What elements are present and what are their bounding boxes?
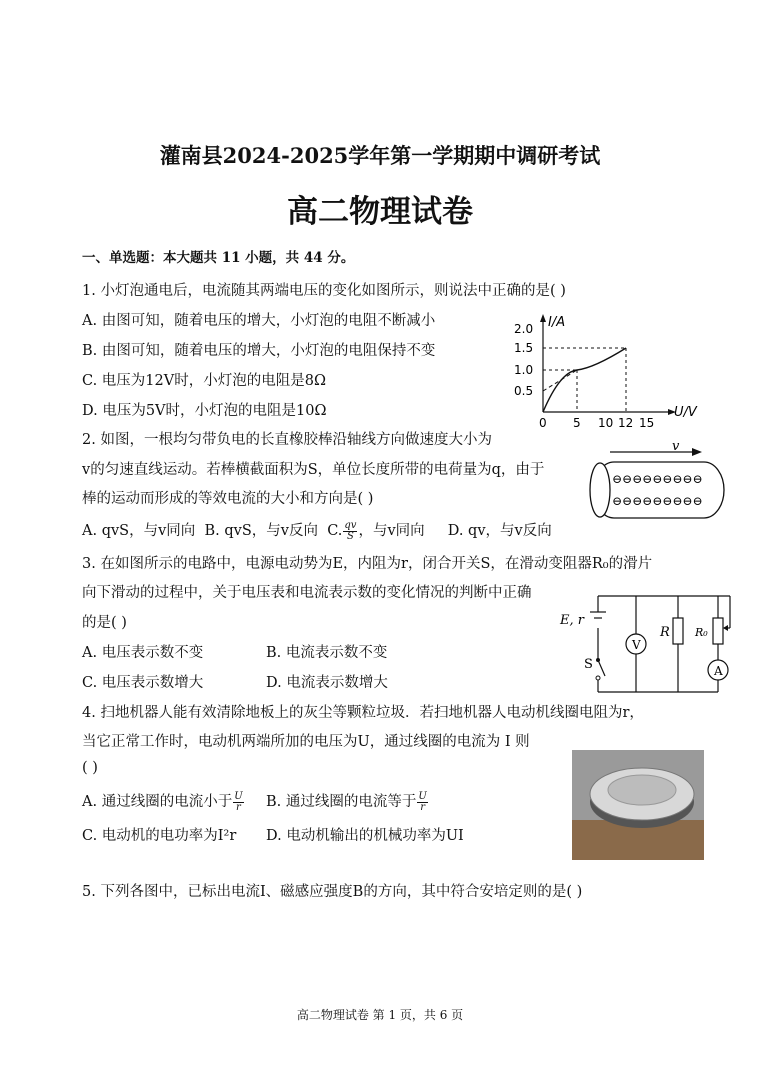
rod-charges-row: ⊖⊖⊖⊖⊖⊖⊖⊖⊖	[612, 494, 703, 508]
graph-x-tick: 0	[539, 416, 547, 430]
graph-y-tick: 2.0	[514, 322, 534, 336]
q2-option-c-fraction: $\frac{qv}{S}$	[344, 519, 357, 542]
rod-charges-row: ⊖⊖⊖⊖⊖⊖⊖⊖⊖	[612, 472, 703, 486]
q2-option-c-prefix: C.	[327, 523, 343, 539]
source-label: E, r	[560, 613, 584, 628]
graph-x-tick: 12	[618, 416, 634, 430]
rheostat-label: R₀	[695, 626, 708, 639]
exam-subtitle: 高二物理试卷	[287, 194, 473, 230]
iv-graph	[510, 310, 700, 435]
q4-option-a: A. 通过线圈的电流小于 $\frac{U}{r}$	[82, 790, 243, 813]
q4-fraction: $\frac{U}{r}$	[418, 790, 427, 813]
q4-option-d: D. 电动机输出的机械功率为UI	[266, 828, 464, 844]
q3-option-a: A. 电压表示数不变	[82, 645, 204, 661]
q1-stem: 1. 小灯泡通电后，电流随其两端电压的变化如图所示，则说法中正确的是( )	[82, 283, 566, 299]
q3-line1: 3. 在如图所示的电路中，电源电动势为E，内阻为r，闭合开关S，在滑动变阻器R₀的滑片	[82, 556, 653, 572]
q2-line2: v的匀速直线运动。若棒横截面积为S，单位长度所带的电荷量为q，由于	[82, 462, 545, 478]
q2-option-c-suffix: ，与v同向	[358, 523, 425, 539]
charged-rod-figure	[582, 440, 732, 522]
ammeter-label: A	[714, 664, 723, 678]
graph-x-tick: 15	[639, 416, 655, 430]
q5-stem: 5. 下列各图中，已标出电流I、磁感应强度B的方向，其中符合安培定则的是( )	[82, 884, 583, 900]
q4-option-c: C. 电动机的电功率为I²r	[82, 828, 237, 844]
voltmeter-label: V	[632, 638, 641, 652]
q2-option-d: D. qv，与v反向	[447, 523, 552, 539]
q2-line3: 棒的运动而形成的等效电流的大小和方向是( )	[82, 491, 374, 507]
graph-y-label: I/A	[548, 315, 566, 330]
q3-line3: 的是( )	[82, 615, 127, 631]
q1-option-d: D. 电压为5V时，小灯泡的电阻是10Ω	[82, 403, 327, 419]
q4-fraction: $\frac{U}{r}$	[234, 790, 243, 813]
exam-title: 灌南县2024-2025学年第一学期期中调研考试	[159, 143, 601, 168]
switch-label: S	[584, 657, 593, 672]
q3-line2: 向下滑动的过程中，关于电压表和电流表示数的变化情况的判断中正确	[82, 585, 532, 601]
q1-option-c: C. 电压为12V时，小灯泡的电阻是8Ω	[82, 373, 326, 389]
q2-option-a: A. qvS，与v同向	[82, 523, 196, 539]
q2-option-b: B. qvS，与v反向	[204, 523, 318, 539]
q2-line1: 2. 如图，一根均匀带负电的长直橡胶棒沿轴线方向做速度大小为	[82, 432, 492, 448]
page-footer: 高二物理试卷 第 1 页，共 6 页	[296, 1008, 464, 1022]
q3-option-b: B. 电流表示数不变	[266, 645, 388, 661]
q2-options	[82, 519, 552, 542]
q4-line1: 4. 扫地机器人能有效清除地板上的灰尘等颗粒垃圾．若扫地机器人电动机线圈电阻为r，	[82, 705, 644, 721]
q3-option-d: D. 电流表示数增大	[266, 675, 388, 691]
graph-x-tick: 10	[598, 416, 614, 430]
q4-option-b: B. 通过线圈的电流等于 $\frac{U}{r}$	[266, 790, 427, 813]
graph-y-tick: 0.5	[514, 384, 534, 398]
q3-option-c: C. 电压表示数增大	[82, 675, 204, 691]
robot-vacuum-icon	[572, 750, 704, 860]
resistor-label: R	[660, 625, 670, 640]
graph-y-tick: 1.0	[514, 363, 534, 377]
graph-x-tick: 5	[573, 416, 581, 430]
q1-option-a: A. 由图可知，随着电压的增大，小灯泡的电阻不断减小	[82, 313, 436, 329]
graph-x-label: U/V	[674, 405, 697, 420]
section-heading: 一、单选题：本大题共 11 小题，共 44 分。	[82, 250, 355, 266]
graph-y-tick: 1.5	[514, 341, 534, 355]
q4-line3: ( )	[82, 760, 98, 776]
velocity-label: v	[672, 440, 680, 454]
circuit-diagram	[558, 588, 743, 698]
robot-vacuum-photo	[572, 750, 704, 860]
q4-line2: 当它正常工作时，电动机两端所加的电压为U，通过线圈的电流为 I 则	[82, 734, 530, 750]
q1-option-b: B. 由图可知，随着电压的增大，小灯泡的电阻保持不变	[82, 343, 436, 359]
